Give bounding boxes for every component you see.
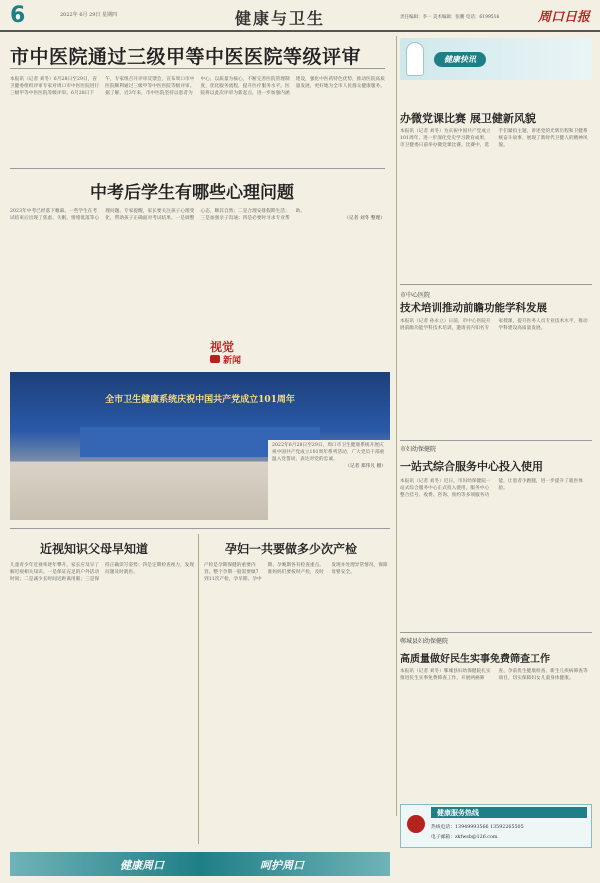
right-a2-tag: 市中心医院 <box>400 292 431 299</box>
footer-strip <box>10 852 390 876</box>
header <box>0 0 600 32</box>
hotline-phone: 热线电话：13949993566 13592265505 <box>431 825 524 830</box>
footer-right-text: 呵护周口 <box>260 859 304 872</box>
second-article-author: （记者 刘冬 整理） <box>344 216 385 221</box>
right-a2-rule <box>400 284 592 285</box>
second-article-body <box>10 208 385 330</box>
section-title: 健康与卫生 <box>235 9 326 28</box>
right-a4-body <box>400 668 592 800</box>
right-col-divider <box>396 36 397 816</box>
photo-credit: （记者 郑伟凡 摄） <box>345 464 386 469</box>
bottom-divider <box>198 534 199 844</box>
bottom-mid-headline: 孕妇一共要做多少次产检 <box>225 542 358 556</box>
visual-news-label <box>210 338 310 368</box>
footer-left-text: 健康周口 <box>120 859 164 872</box>
visual-label-top: 视觉 <box>210 340 235 354</box>
right-a4-rule <box>400 632 592 633</box>
right-a4-headline: 高质量做好民生实事免费筛查工作 <box>400 654 550 665</box>
right-a2-body <box>400 318 592 436</box>
second-article-text: 2023年中考已经落下帷幕。一些学生在考试结束后出现了焦虑、失眠、情绪低落等心理问题。专家提醒，家长要关注孩子心理变化，帮助孩子正确面对考试结果。一是调整心态，顺其自然；二是合理安排假期生活；三是加强亲子沟通；四是必要时寻求专业帮助。 <box>10 209 306 221</box>
right-a3-text: 本报讯（记者 刘冬）近日，市妇幼保健院一站式综合服务中心正式投入使用。服务中心整合挂号、收费、咨询、预约等多项服务功能，让患者少跑腿，进一步提升了就医体验。 <box>400 479 583 498</box>
bottom-top-rule <box>10 528 390 529</box>
hotline-email: 电子邮箱：zkfwsb@126.com <box>431 835 498 840</box>
right-a1-body <box>400 128 592 278</box>
photo-caption-text: 2022年6月28日至29日，周口市卫生健康系统开展庆祝中国共产党成立101周年系列活动，广大党员干部重温入党誓词，表达对党的忠诚。 <box>272 443 385 462</box>
hotline-box <box>400 804 592 848</box>
nurse-figure <box>406 42 424 76</box>
main-headline-rule <box>10 68 385 69</box>
photo-banner-text: 全市卫生健康系统庆祝中国共产党成立101周年 <box>105 395 295 405</box>
right-a2-headline: 技术培训推动前瞻功能学科发展 <box>400 302 547 314</box>
main-article-body <box>10 76 385 164</box>
main-article-text: 本报讯（记者 刘冬）6月28日至29日，省卫健委组织评审专家对周口市中医医院进行三级甲等中医医院等级评审。6月28日下午，专家组召开评审反馈会，宣布周口市中医院顺利通过三级甲等中医医院等级评审。据了解，近3年来，市中医院坚持以患者为中心，以质量为核心，不断完善医院管理制度，优化服务流程，提升医疗服务水平。医院将以此次评审为新起点，进一步加强内涵建设，强化中医药特色优势，推动医院高质量发展，更好地为全市人民群众健康服务。 <box>10 77 385 96</box>
editors-line: 责任编辑：李一 美术编辑：张鹏 电话：6199516 <box>400 15 500 20</box>
second-headline: 中考后学生有哪些心理问题 <box>90 183 294 203</box>
hotline-title: 健康服务热线 <box>437 808 479 817</box>
second-top-rule <box>10 168 385 169</box>
main-headline: 市中医院通过三级甲等中医医院等级评审 <box>10 46 362 68</box>
right-a3-rule <box>400 440 592 441</box>
phone-icon <box>407 815 425 833</box>
right-a3-headline: 一站式综合服务中心投入使用 <box>400 460 543 473</box>
right-a3-tag: 市妇幼保健院 <box>400 446 437 453</box>
bottom-mid-body <box>204 562 390 842</box>
right-a4-tag: 郸城县妇幼保健院 <box>400 638 449 645</box>
bottom-left-headline: 近视知识父母早知道 <box>40 542 149 556</box>
right-a2-text: 本报讯（记者 孙永立）日前，市中心医院开展前瞻功能学科技术培训，邀请省内知名专家授课，提升医务人员专业技术水平，推动学科建设高质量发展。 <box>400 319 588 331</box>
paper-name: 周口日报 <box>538 10 591 25</box>
right-a1-headline: 办微党课比赛 展卫健新风貌 <box>400 112 536 125</box>
hotline-title-bar <box>431 807 587 818</box>
right-a4-text: 本报讯（记者 刘冬）郸城县妇幼保健院扎实推进民生实事免费筛查工作，开展两癌筛查、孕前优生健康检查、新生儿疾病筛查等项目，切实保障妇女儿童身体健康。 <box>400 669 588 681</box>
bottom-mid-text: 产检是孕期保健的重要内容。整个孕期一般需要做7到11次产检，孕早期、孕中期、孕晚期各有检查重点。准妈妈们要按时产检，及时发现并处理异常情况，保障母婴安全。 <box>204 563 388 582</box>
health-banner-text: 健康快讯 <box>444 54 476 64</box>
page-number: 6 <box>10 3 26 28</box>
health-banner-label <box>434 52 486 67</box>
right-a1-text: 本报讯（记者 刘冬）为庆祝中国共产党成立101周年，进一步深化党史学习教育成果，市卫健委日前举办微党课比赛。比赛中，选手们紧扣主题，讲述党的光辉历程和卫健系统奋斗故事，展现了新时代卫健人的精神风貌。 <box>400 129 588 148</box>
health-banner <box>400 38 592 80</box>
bottom-left-text: 儿童青少年近视率逐年攀升，家长应及早了解近视相关知识。一是保证充足的户外活动时间；二是减少长时间近距离用眼；三是保持正确读写姿势；四是定期检查视力，发现问题及时就医。 <box>10 563 195 582</box>
bottom-left-body <box>10 562 195 842</box>
right-a3-body <box>400 478 592 630</box>
date-line: 2022年 6月 29日 星期四 <box>60 12 118 18</box>
photo-caption <box>268 440 390 520</box>
camera-icon <box>210 355 220 363</box>
visual-label-bottom: 新闻 <box>223 356 242 366</box>
header-rule <box>0 30 600 32</box>
